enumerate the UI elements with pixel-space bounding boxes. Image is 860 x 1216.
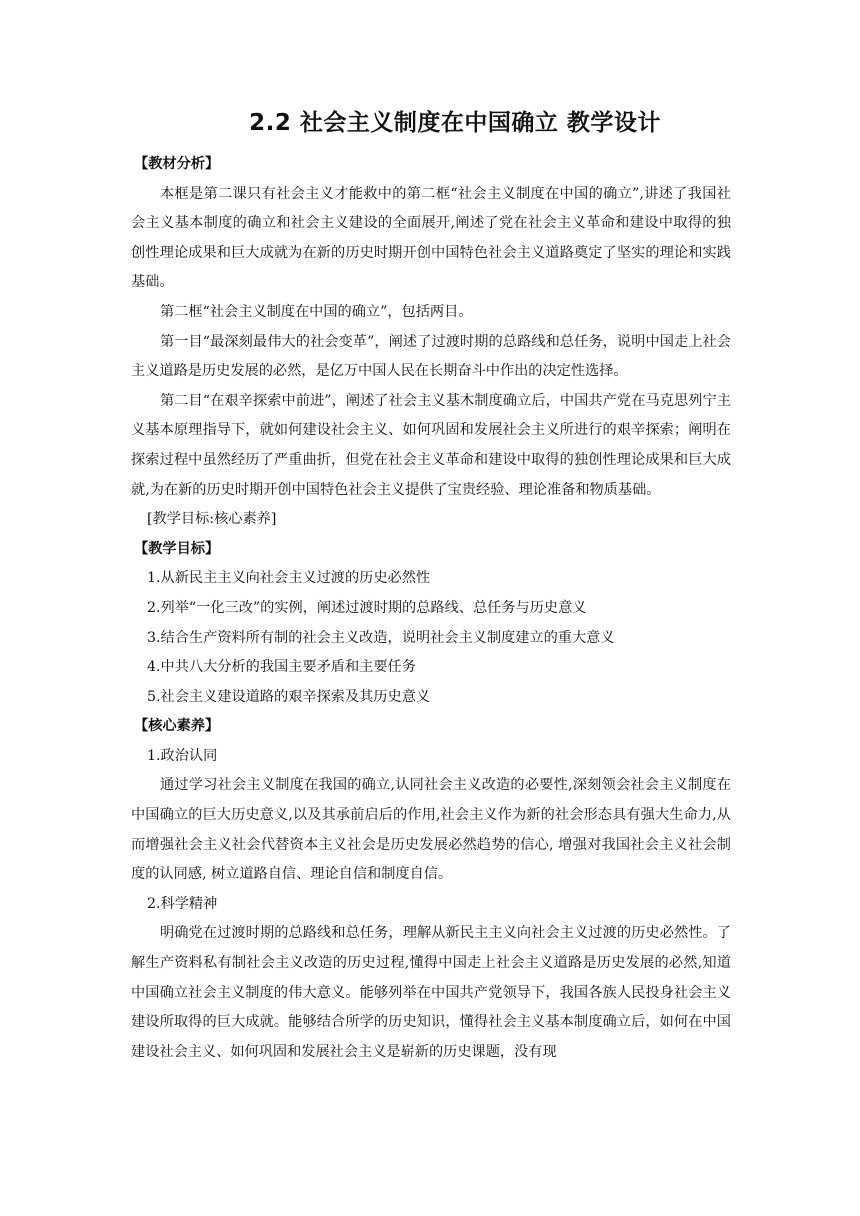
analysis-paragraph: 第一目“最深刻最伟大的社会变革”，阐述了过渡时期的总路线和总任务，说明中国走上社会主义道路是历史发展的必然，是亿万中国人民在长期奋斗中作出的决定性选择。 — [131, 333, 731, 380]
document-body — [131, 150, 731, 1067]
goal-item: 5.社会主义建设道路的艰辛探索及其历史意义 — [147, 688, 431, 705]
document-title: 2.2 社会主义制度在中国确立 教学设计 — [249, 110, 661, 136]
goal-item: 2.列举“一化三改”的实例，阐述过渡时期的总路线、总任务与历史意义 — [147, 599, 587, 616]
heading-goals: 【教学目标】 — [134, 540, 220, 557]
analysis-paragraph: 第二框“社会主义制度在中国的确立”，包括两目。 — [160, 303, 473, 320]
literacy-paragraph: 明确党在过渡时期的总路线和总任务，理解从新民主主义向社会主义过渡的历史必然性。了解生产资料私有制社会主义改造的历史过程,懂得中国走上社会主义道路是历史发展的必然,知道中国确立社会主义制度的伟大意义。能够列举在中国共产党领导下，我国各族人民投身社会主义建设所取得的巨大成就。能够结合所学的历史知识，懂得社会主义基本制度确立后，如何在中国建设社会主义、如何巩固和发展社会主义是崭新的历史课题，没有现 — [131, 925, 731, 1060]
analysis-paragraph: 第二目“在艰辛探索中前进”，阐述了社会主义基木制度确立后，中国共产党在马克思列宁主义基本原理指导下，就如何建设社会主义、如何巩固和发展社会主义所进行的艰辛探索；阐明在探索过程中虽然经历了严重曲折，但党在社会主义革命和建设中取得的独创性理论成果和巨大成就,为在新的历史时期开创中国特色社会主义提供了宝贵经验、理论准备和物质基础。 — [131, 392, 731, 498]
goal-item: 3.结合生产资料所有制的社会主义改造，说明社会主义制度建立的重大意义 — [147, 629, 615, 646]
bracket-note: [教学目标:核心素养] — [147, 511, 277, 528]
goal-item: 4.中共八大分析的我国主要矛盾和主要任务 — [147, 659, 416, 676]
literacy-label: 1.政治认同 — [147, 747, 218, 764]
literacy-paragraph: 通过学习社会主义制度在我国的确立,认同社会主义改造的必要性,深刻领会社会主义制度在中国确立的巨大历史意义,以及其承前启后的作用,社会主义作为新的社会形态具有强大生命力,从而增强社会主义社会代替资本主义社会是历史发展必然趋势的信心, 增强对我国社会主义社会制度的认同感, 树立道路自信、理论自信和制度自信。 — [131, 777, 731, 883]
goal-item: 1.从新民主主义向社会主义过渡的历史必然性 — [147, 570, 431, 587]
heading-literacy: 【核心素养】 — [134, 718, 220, 735]
literacy-label: 2.科学精神 — [147, 895, 218, 912]
analysis-paragraph: 本框是第二课只有社会主义才能救中的第二框“社会主义制度在中国的确立”,讲述了我国社会主义基本制度的确立和社会主义建设的全面展开,阐述了党在社会主义革命和建设中取得的独创性理论成果和巨大成就为在新的历史时期开创中国特色社会主义道路奠定了坚实的理论和实践基础。 — [131, 185, 731, 291]
heading-analysis: 【教材分析】 — [134, 156, 220, 172]
